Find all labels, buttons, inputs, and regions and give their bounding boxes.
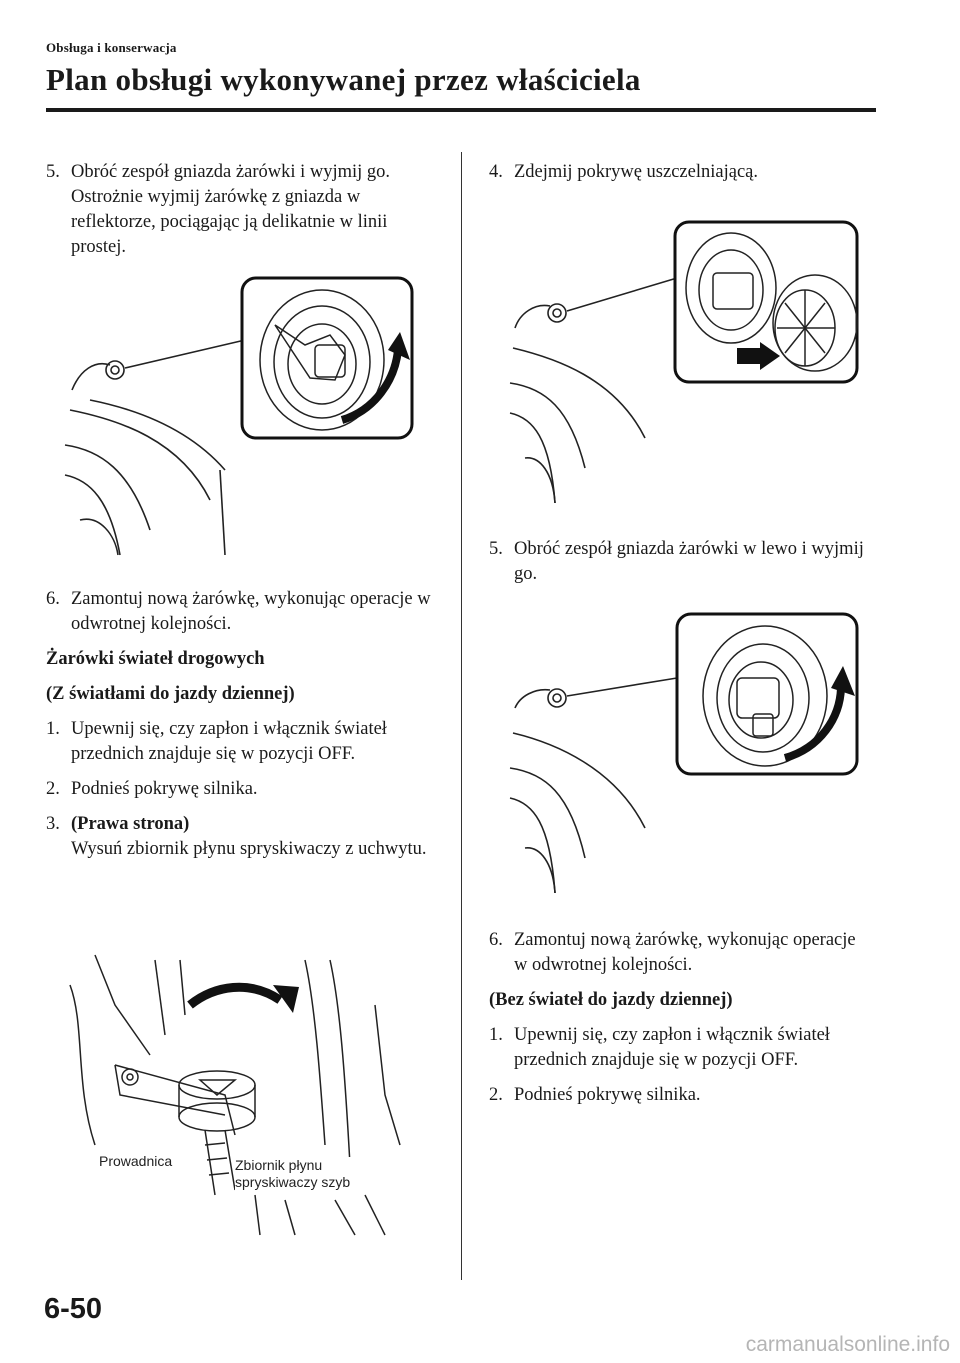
right-step-6 — [489, 928, 869, 978]
step-text: Obróć zespół gniazda żarówki i wyjmij go. Ostrożnie wyjmij żarówkę z gniazda w reflektorze, pociągając ją delikatnie w linii prostej. — [71, 162, 391, 257]
step-text: Podnieś pokrywę silnika. — [514, 1085, 701, 1105]
step-text — [71, 812, 446, 862]
step-text: Upewnij się, czy zapłon i włącznik świateł przednich znajduje się w pozycji OFF. — [514, 1025, 830, 1070]
left-step-2 — [46, 777, 446, 802]
figure-washer-tank — [55, 945, 405, 1240]
right-column-bottom — [489, 928, 869, 1108]
step-number: 1. — [46, 719, 60, 739]
right-step-4 — [489, 160, 869, 185]
step-text: Zdejmij pokrywę uszczelniającą. — [514, 162, 758, 182]
figure-seal-cover — [505, 218, 865, 508]
step-text: Obróć zespół gniazda żarówki w lewo i wyjmij go. — [514, 539, 864, 584]
left-column-mid — [46, 587, 446, 862]
step-text: Zamontuj nową żarówkę, wykonując operacje w odwrotnej kolejności. — [514, 930, 856, 975]
step-number: 3. — [46, 814, 60, 834]
rotate-socket-illustration — [505, 608, 865, 898]
left-column-top — [46, 160, 446, 260]
step-number: 5. — [489, 539, 503, 559]
right-step-1 — [489, 1023, 869, 1073]
seal-cover-illustration — [505, 218, 865, 508]
step-text: Upewnij się, czy zapłon i włącznik świateł przednich znajduje się w pozycji OFF. — [71, 719, 387, 764]
right-column-top — [489, 160, 869, 185]
left-step-5 — [46, 160, 446, 260]
subheading-with-drl: (Z światłami do jazdy dziennej) — [46, 684, 295, 704]
step-number: 4. — [489, 162, 503, 182]
figure-bulb-socket-rotate — [60, 270, 420, 560]
right-column-mid — [489, 537, 869, 587]
column-divider — [461, 152, 462, 1280]
step-text: Zamontuj nową żarówkę, wykonując operacje w odwrotnej kolejności. — [71, 589, 431, 634]
right-step-5 — [489, 537, 869, 587]
step-bold-label: (Prawa strona) — [71, 814, 190, 834]
left-step-1 — [46, 717, 446, 767]
step-number: 6. — [46, 589, 60, 609]
left-step-3 — [46, 812, 446, 862]
watermark: carmanualsonline.info — [745, 1333, 950, 1356]
subheading-without-drl: (Bez świateł do jazdy dziennej) — [489, 990, 733, 1010]
figure-rotate-left — [505, 608, 865, 898]
step-number: 2. — [46, 779, 60, 799]
step-number: 5. — [46, 162, 60, 182]
washer-tank-illustration — [55, 945, 405, 1240]
headlight-illustration — [60, 270, 420, 560]
step-number: 2. — [489, 1085, 503, 1105]
step-number: 6. — [489, 930, 503, 950]
heading-high-beam: Żarówki świateł drogowych — [46, 649, 265, 669]
section-label: Obsługa i konserwacja — [46, 40, 177, 55]
right-step-2 — [489, 1083, 869, 1108]
step-number: 1. — [489, 1025, 503, 1045]
step-body: Wysuń zbiornik płynu spryskiwaczy z uchwytu. — [71, 839, 427, 859]
title-rule — [46, 108, 876, 112]
page-number: 6-50 — [44, 1293, 103, 1325]
step-text: Podnieś pokrywę silnika. — [71, 779, 258, 799]
left-step-6 — [46, 587, 446, 637]
page-title: Plan obsługi wykonywanej przez właściciela — [46, 62, 641, 97]
label-guide: Prowadnica — [99, 1153, 173, 1169]
label-washer-tank: Zbiornik płynu spryskiwaczy szyb — [235, 1157, 385, 1191]
